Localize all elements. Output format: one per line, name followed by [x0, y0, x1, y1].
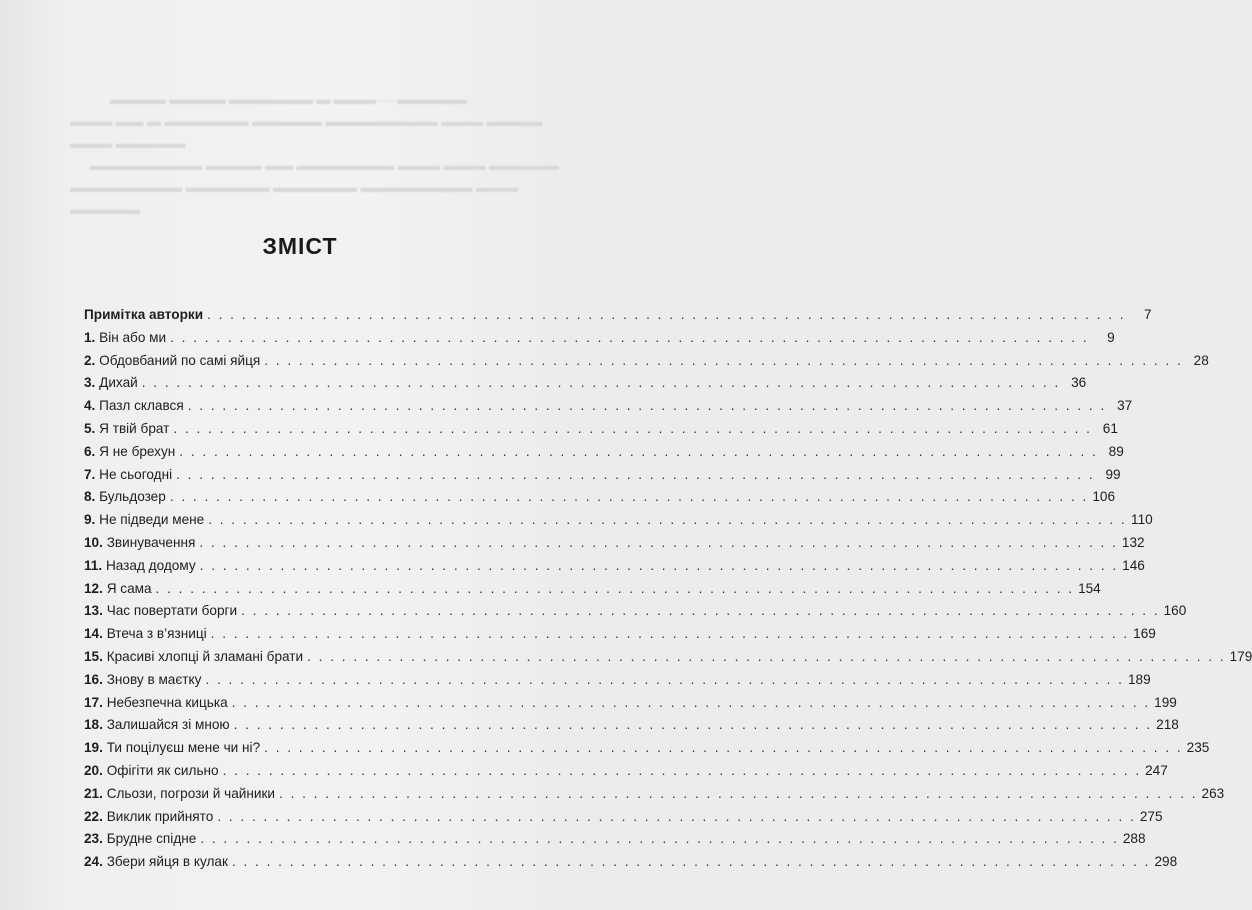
- toc-entry: [84, 669, 1151, 692]
- chapter-number: 19.: [84, 740, 103, 756]
- toc-entry: [84, 783, 1225, 806]
- leader-dots: . . . . . . . . . . . . . . . . . . . . . . . . . . . . . . . . . . . . . . . . . . . . . . . . . . . . . . . . . . . . . . . . . . . . . . . . . . . . . . . .: [241, 603, 1160, 619]
- toc-entry-label: [84, 464, 172, 487]
- chapter-number: 23.: [84, 831, 103, 847]
- toc-entry: [84, 327, 1115, 350]
- leader-dots: . . . . . . . . . . . . . . . . . . . . . . . . . . . . . . . . . . . . . . . . . . . . . . . . . . . . . . . . . . . . . . . . . . . . . . . . . . . . . . . .: [141, 375, 1061, 391]
- leader-dots: . . . . . . . . . . . . . . . . . . . . . . . . . . . . . . . . . . . . . . . . . . . . . . . . . . . . . . . . . . . . . . . . . . . . . . . . . . . . . . . .: [170, 329, 1089, 345]
- leader-dots: . . . . . . . . . . . . . . . . . . . . . . . . . . . . . . . . . . . . . . . . . . . . . . . . . . . . . . . . . . . . . . . . . . . . . . . . . . . . . . . .: [231, 854, 1151, 870]
- chapter-number: 1.: [84, 329, 96, 345]
- chapter-title: Ти поцілуєш мене чи ні?: [106, 740, 261, 756]
- page-number: 247: [1145, 762, 1168, 778]
- chapter-title: Пазл склався: [99, 398, 184, 414]
- chapter-title: Офігіти як сильно: [106, 762, 219, 778]
- chapter-title: Знову в маєтку: [106, 671, 202, 687]
- toc-entry: [84, 806, 1163, 829]
- leader-dots: . . . . . . . . . . . . . . . . . . . . . . . . . . . . . . . . . . . . . . . . . . . . . . . . . . . . . . . . . . . . . . . . . . . . . . . . . . . . . . . .: [264, 740, 1183, 756]
- chapter-title: Красиві хлопці й зламані брати: [106, 648, 304, 664]
- chapter-title: Не підведи мене: [99, 512, 205, 528]
- leader-dots: . . . . . . . . . . . . . . . . . . . . . . . . . . . . . . . . . . . . . . . . . . . . . . . . . . . . . . . . . . . . . . . . . . . . . . . . . . . . . . . .: [199, 557, 1119, 573]
- toc-entry-label: [84, 418, 169, 441]
- chapter-title: Час повертати борги: [106, 603, 238, 619]
- chapter-number: 2.: [84, 352, 96, 368]
- chapter-title: Збери яйця в кулак: [106, 854, 228, 870]
- leader-dots: . . . . . . . . . . . . . . . . . . . . . . . . . . . . . . . . . . . . . . . . . . . . . . . . . . . . . . . . . . . . . . . . . . . . . . . . . . . . . . . .: [231, 694, 1151, 710]
- toc-entry-label: [84, 714, 230, 737]
- chapter-number: 17.: [84, 694, 103, 710]
- page-number: 61: [1102, 420, 1118, 436]
- page-number: 288: [1122, 831, 1146, 847]
- page-number: 146: [1122, 557, 1145, 573]
- leader-dots: . . . . . . . . . . . . . . . . . . . . . . . . . . . . . . . . . . . . . . . . . . . . . . . . . . . . . . . . . . . . . . . . . . . . . . . . . . . . . . . .: [210, 626, 1130, 642]
- page-number: 169: [1133, 626, 1156, 642]
- toc-entry: [84, 509, 1153, 532]
- toc-entry: [84, 418, 1118, 441]
- chapter-number: 6.: [84, 443, 96, 459]
- leader-dots: . . . . . . . . . . . . . . . . . . . . . . . . . . . . . . . . . . . . . . . . . . . . . . . . . . . . . . . . . . . . . . . . . . . . . . . . . . . . . . . .: [279, 785, 1198, 801]
- page-number: 37: [1117, 398, 1133, 414]
- toc-entry: [84, 350, 1209, 373]
- leader-dots: . . . . . . . . . . . . . . . . . . . . . . . . . . . . . . . . . . . . . . . . . . . . . . . . . . . . . . . . . . . . . . . . . . . . . . . . . . . . . . . .: [205, 671, 1124, 687]
- page-number: 9: [1107, 329, 1115, 345]
- toc-entry-label: [84, 783, 275, 806]
- table-of-contents: [84, 304, 1252, 874]
- chapter-title: Небезпечна кицька: [106, 694, 228, 710]
- toc-entry-label: [84, 828, 196, 851]
- toc-entry: [84, 464, 1121, 487]
- page-title: ЗМІСТ: [262, 233, 338, 259]
- chapter-title: Залишайся зі мною: [106, 717, 230, 733]
- page-number: 160: [1163, 603, 1187, 619]
- chapter-number: 15.: [84, 648, 103, 664]
- toc-entry: [84, 646, 1252, 669]
- chapter-title: Назад додому: [105, 557, 196, 573]
- toc-entry: [84, 737, 1210, 760]
- toc-entry-label: [84, 760, 219, 783]
- leader-dots: . . . . . . . . . . . . . . . . . . . . . . . . . . . . . . . . . . . . . . . . . . . . . . . . . . . . . . . . . . . . . . . . . . . . . . . . . . . . . . . .: [179, 443, 1098, 459]
- page-number: 110: [1131, 512, 1153, 528]
- chapter-title: Сльози, погрози й чайники: [106, 785, 276, 801]
- page-number: 298: [1154, 854, 1178, 870]
- toc-entry: [84, 395, 1133, 418]
- toc-entry: [84, 760, 1168, 783]
- chapter-number: 18.: [84, 717, 103, 733]
- chapter-title: Втеча з в’язниці: [106, 626, 207, 642]
- page-number: 132: [1121, 534, 1145, 550]
- chapter-title: Звинувачення: [106, 534, 196, 550]
- leader-dots: . . . . . . . . . . . . . . . . . . . . . . . . . . . . . . . . . . . . . . . . . . . . . . . . . . . . . . . . . . . . . . . . . . . . . . . . . . . . . . . .: [222, 762, 1142, 778]
- toc-entry: [84, 578, 1101, 601]
- page-number: 179: [1229, 648, 1252, 664]
- chapter-number: 5.: [84, 420, 96, 436]
- toc-entry-label: [84, 646, 303, 669]
- page-number: 218: [1156, 717, 1179, 733]
- leader-dots: . . . . . . . . . . . . . . . . . . . . . . . . . . . . . . . . . . . . . . . . . . . . . . . . . . . . . . . . . . . . . . . . . . . . . . . . . . . . . . . .: [217, 808, 1136, 824]
- toc-entry-label: [84, 486, 166, 509]
- toc-entry: [84, 623, 1156, 646]
- leader-dots: . . . . . . . . . . . . . . . . . . . . . . . . . . . . . . . . . . . . . . . . . . . . . . . . . . . . . . . . . . . . . . . . . . . . . . . . . . . . . . . .: [207, 307, 1126, 322]
- chapter-number: 11.: [84, 557, 103, 573]
- page-number: 28: [1193, 352, 1209, 368]
- chapter-title: Бульдозер: [99, 489, 166, 505]
- leader-dots: . . . . . . . . . . . . . . . . . . . . . . . . . . . . . . . . . . . . . . . . . . . . . . . . . . . . . . . . . . . . . . . . . . . . . . . . . . . . . . . .: [169, 489, 1089, 505]
- chapter-title: Дихай: [99, 375, 138, 391]
- chapter-title: Виклик прийнято: [106, 808, 214, 824]
- page-number: 36: [1071, 375, 1087, 391]
- leader-dots: . . . . . . . . . . . . . . . . . . . . . . . . . . . . . . . . . . . . . . . . . . . . . . . . . . . . . . . . . . . . . . . . . . . . . . . . . . . . . . . .: [187, 398, 1107, 414]
- page-number: 154: [1078, 580, 1101, 596]
- toc-entry: [84, 555, 1145, 578]
- toc-entry-label: [84, 304, 203, 327]
- chapter-title: Обдовбаний по самі яйця: [99, 352, 261, 368]
- toc-entry-label: [84, 669, 201, 692]
- chapter-number: 4.: [84, 398, 96, 414]
- toc-entry-label: [84, 509, 204, 532]
- toc-entry-label: [84, 737, 260, 760]
- leader-dots: . . . . . . . . . . . . . . . . . . . . . . . . . . . . . . . . . . . . . . . . . . . . . . . . . . . . . . . . . . . . . . . . . . . . . . . . . . . . . . . .: [264, 352, 1183, 368]
- leader-dots: . . . . . . . . . . . . . . . . . . . . . . . . . . . . . . . . . . . . . . . . . . . . . . . . . . . . . . . . . . . . . . . . . . . . . . . . . . . . . . . .: [199, 534, 1118, 550]
- toc-entry: [84, 304, 1152, 327]
- leader-dots: . . . . . . . . . . . . . . . . . . . . . . . . . . . . . . . . . . . . . . . . . . . . . . . . . . . . . . . . . . . . . . . . . . . . . . . . . . . . . . . .: [200, 831, 1119, 847]
- chapter-number: 13.: [84, 603, 103, 619]
- page-number: 7: [1144, 307, 1152, 322]
- chapter-title: Я сама: [106, 580, 152, 596]
- toc-entry-label: [84, 555, 196, 578]
- toc-entry-label: [84, 623, 207, 646]
- chapter-title: Не сьогодні: [99, 466, 173, 482]
- leader-dots: . . . . . . . . . . . . . . . . . . . . . . . . . . . . . . . . . . . . . . . . . . . . . . . . . . . . . . . . . . . . . . . . . . . . . . . . . . . . . . . .: [173, 420, 1092, 436]
- chapter-title: Я твій брат: [99, 420, 170, 436]
- page-number: 199: [1154, 694, 1177, 710]
- page-number: 106: [1092, 489, 1116, 505]
- leader-dots: . . . . . . . . . . . . . . . . . . . . . . . . . . . . . . . . . . . . . . . . . . . . . . . . . . . . . . . . . . . . . . . . . . . . . . . . . . . . . . . .: [307, 648, 1226, 664]
- toc-entry: [84, 828, 1146, 851]
- chapter-number: 7.: [84, 466, 96, 482]
- chapter-number: 24.: [84, 854, 103, 870]
- toc-entry-label: [84, 692, 228, 715]
- leader-dots: . . . . . . . . . . . . . . . . . . . . . . . . . . . . . . . . . . . . . . . . . . . . . . . . . . . . . . . . . . . . . . . . . . . . . . . . . . . . . . . .: [176, 466, 1095, 482]
- chapter-number: 21.: [84, 785, 103, 801]
- toc-entry-label: [84, 395, 184, 418]
- toc-entry-label: [84, 600, 237, 623]
- toc-entry-label: [84, 350, 260, 373]
- chapter-title: Я не брехун: [99, 443, 176, 459]
- toc-entry: [84, 600, 1187, 623]
- chapter-number: 8.: [84, 489, 96, 505]
- chapter-title: Він або ми: [99, 329, 167, 345]
- toc-entry-label: [84, 441, 175, 464]
- leader-dots: . . . . . . . . . . . . . . . . . . . . . . . . . . . . . . . . . . . . . . . . . . . . . . . . . . . . . . . . . . . . . . . . . . . . . . . . . . . . . . . .: [155, 580, 1075, 596]
- page-number: 189: [1127, 671, 1151, 687]
- chapter-number: 3.: [84, 375, 96, 391]
- toc-entry-label: [84, 327, 166, 350]
- toc-entry: [84, 692, 1177, 715]
- chapter-number: 9.: [84, 512, 96, 528]
- toc-entry: [84, 714, 1179, 737]
- page-number: 275: [1139, 808, 1163, 824]
- toc-entry: [84, 441, 1124, 464]
- toc-entry-label: [84, 532, 195, 555]
- chapter-title: Брудне спідне: [106, 831, 197, 847]
- toc-entry-label: [84, 578, 152, 601]
- page-number: 235: [1186, 740, 1210, 756]
- page-number: 263: [1201, 785, 1225, 801]
- chapter-title: Примітка авторки: [84, 307, 204, 322]
- chapter-number: 10.: [84, 534, 103, 550]
- toc-entry: [84, 486, 1116, 509]
- toc-entry: [84, 372, 1087, 395]
- toc-entry-label: [84, 851, 228, 874]
- toc-entry-label: [84, 806, 213, 829]
- page-number: 89: [1108, 443, 1124, 459]
- chapter-number: 20.: [84, 762, 103, 778]
- leader-dots: . . . . . . . . . . . . . . . . . . . . . . . . . . . . . . . . . . . . . . . . . . . . . . . . . . . . . . . . . . . . . . . . . . . . . . . . . . . . . . . .: [208, 512, 1127, 528]
- chapter-number: 14.: [84, 626, 103, 642]
- leader-dots: . . . . . . . . . . . . . . . . . . . . . . . . . . . . . . . . . . . . . . . . . . . . . . . . . . . . . . . . . . . . . . . . . . . . . . . . . . . . . . . .: [233, 717, 1153, 733]
- toc-entry: [84, 532, 1145, 555]
- page-number: 99: [1105, 466, 1121, 482]
- toc-entry-label: [84, 372, 138, 395]
- toc-entry: [84, 851, 1178, 874]
- chapter-number: 16.: [84, 671, 103, 687]
- chapter-number: 12.: [84, 580, 103, 596]
- chapter-number: 22.: [84, 808, 103, 824]
- show-through-text: ▬▬▬▬ ▬▬▬▬ ▬▬▬▬▬▬ ▬ ▬▬▬ — ▬▬▬▬▬ ▬▬▬ ▬▬ ▬ ▬▬▬▬▬▬ ▬▬▬▬▬ ▬▬▬▬▬▬▬▬ ▬▬▬ ▬▬▬▬ ▬▬▬ ▬▬▬▬▬ ▬▬▬▬▬▬▬▬ ▬▬▬▬ ▬▬ ▬▬▬▬▬▬▬ ▬▬▬ ▬▬▬ ▬▬▬▬▬ ▬▬▬▬▬▬▬▬ ▬▬▬▬▬▬ ▬▬▬▬▬▬ ▬▬▬▬▬▬▬▬ ▬▬▬ ▬▬▬▬▬: [70, 93, 559, 218]
